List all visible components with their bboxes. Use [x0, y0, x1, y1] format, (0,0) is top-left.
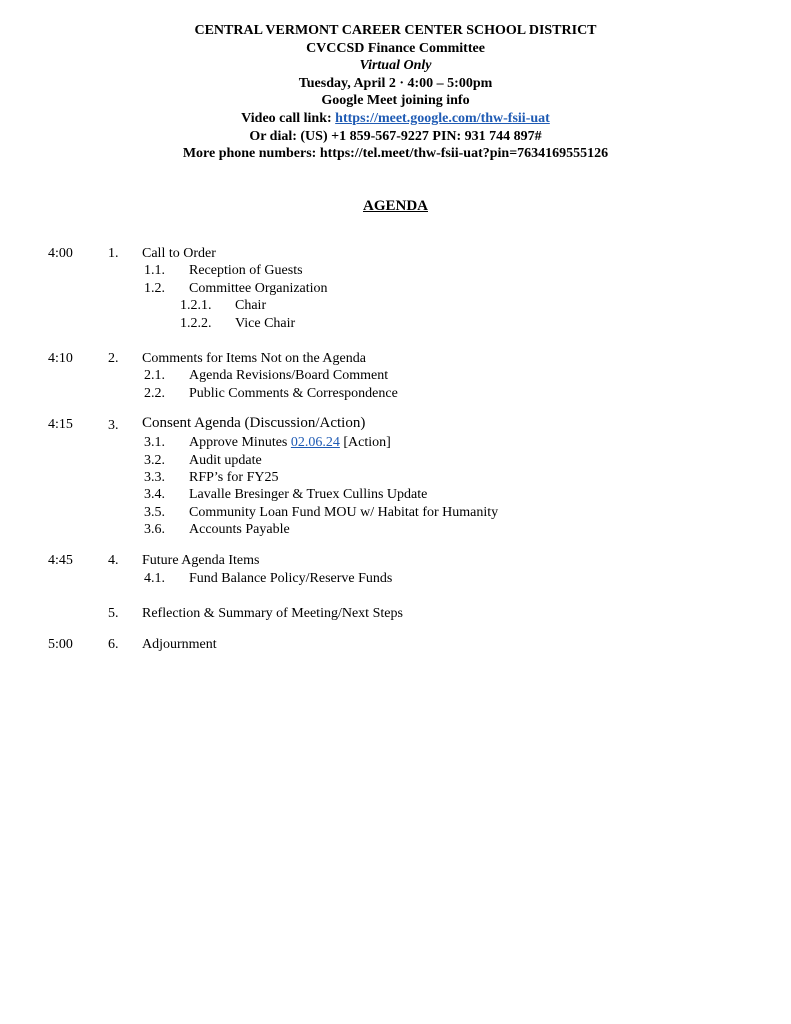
item-title: Reflection & Summary of Meeting/Next Steps	[142, 606, 403, 621]
item-number: 3.	[108, 418, 119, 433]
committee-name: CVCCSD Finance Committee	[306, 40, 485, 56]
subitem-number: 4.1.	[144, 571, 165, 586]
agenda-title: AGENDA	[362, 198, 428, 214]
subsubitem-number: 1.2.1.	[180, 298, 212, 313]
item-title: Comments for Items Not on the Agenda	[142, 351, 366, 366]
item-title: Future Agenda Items	[142, 553, 260, 568]
subitem-approve-minutes	[189, 434, 391, 451]
item-number: 5.	[108, 606, 119, 621]
meet-info-heading: Google Meet joining info	[321, 93, 470, 109]
subitem-number: 3.6.	[144, 522, 165, 537]
subitem-number: 3.5.	[144, 505, 165, 520]
video-call-label: Video call link:	[241, 110, 336, 126]
subitem-number: 1.1.	[144, 263, 165, 278]
subitem-label: Audit update	[189, 453, 262, 468]
item-number: 4.	[108, 553, 119, 568]
item-time: 4:45	[48, 553, 73, 568]
subsubitem-label: Chair	[235, 298, 267, 313]
subsubitem-label: Vice Chair	[235, 316, 296, 331]
subitem-label: Agenda Revisions/Board Comment	[189, 368, 389, 383]
district-name: CENTRAL VERMONT CAREER CENTER SCHOOL DISTRICT	[194, 23, 597, 38]
document-header	[0, 22, 791, 163]
minutes-link[interactable]: 02.06.24	[290, 435, 340, 450]
subitem-number: 1.2.	[144, 281, 165, 296]
item-time: 5:00	[48, 637, 73, 652]
subitem-label: RFP’s for FY25	[189, 470, 279, 485]
item-number: 2.	[108, 351, 119, 366]
subitem-number: 2.2.	[144, 386, 165, 401]
subitem-label: Approve Minutes	[189, 435, 291, 450]
subitem-number: 3.4.	[144, 487, 165, 502]
subitem-number: 3.1.	[144, 435, 165, 450]
subitem-label: Public Comments & Correspondence	[189, 386, 398, 401]
item-number: 6.	[108, 637, 119, 652]
subitem-number: 3.2.	[144, 453, 165, 468]
subitem-number: 3.3.	[144, 470, 165, 485]
meeting-datetime: Tuesday, April 2 · 4:00 – 5:00pm	[298, 75, 493, 91]
video-call-link[interactable]: https://meet.google.com/thw-fsii-uat	[335, 110, 550, 126]
subitem-label: Community Loan Fund MOU w/ Habitat for Humanity	[189, 505, 499, 520]
subitem-label: Committee Organization	[189, 281, 328, 296]
subitem-label: Accounts Payable	[189, 522, 290, 537]
item-time: 4:00	[48, 246, 73, 261]
dial-in-line: Or dial: (US) +1 859-567-9227 PIN: 931 744 897#	[249, 128, 542, 144]
item-number: 1.	[108, 246, 119, 261]
meeting-mode: Virtual Only	[359, 58, 432, 74]
item-time: 4:15	[48, 417, 73, 432]
subsubitem-number: 1.2.2.	[180, 316, 212, 331]
more-phone-numbers: More phone numbers: https://tel.meet/thw-fsii-uat?pin=7634169555126	[182, 146, 609, 162]
item-title: Consent Agenda (Discussion/Action)	[142, 415, 366, 431]
item-title: Adjournment	[142, 637, 217, 652]
item-time: 4:10	[48, 351, 73, 366]
subitem-label: Fund Balance Policy/Reserve Funds	[189, 571, 393, 586]
subitem-label: Reception of Guests	[189, 263, 303, 278]
subitem-suffix: [Action]	[339, 435, 391, 450]
video-call-line	[0, 110, 791, 128]
subitem-number: 2.1.	[144, 368, 165, 383]
item-title: Call to Order	[142, 246, 216, 261]
subitem-label: Lavalle Bresinger & Truex Cullins Update	[189, 487, 428, 502]
